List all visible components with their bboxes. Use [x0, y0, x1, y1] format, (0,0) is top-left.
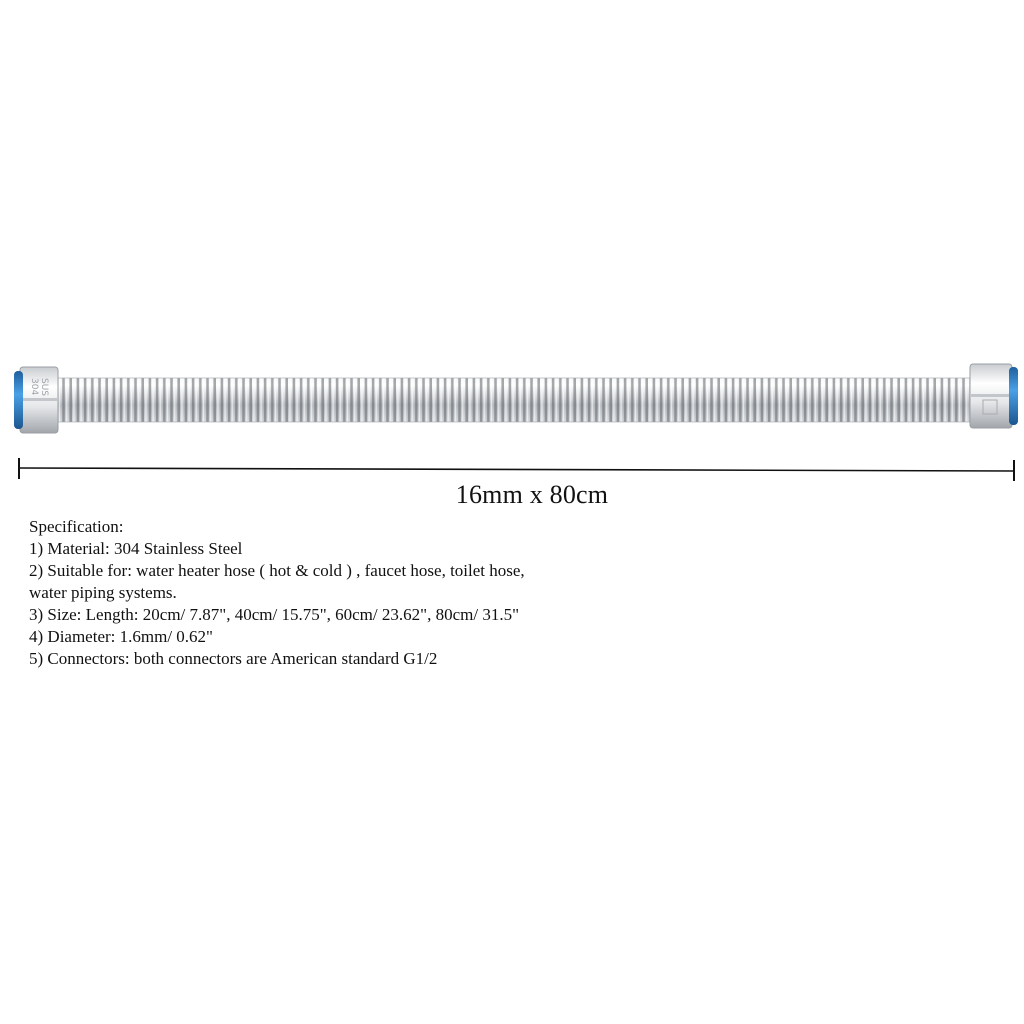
specification-heading: Specification:	[29, 517, 124, 536]
svg-text:304: 304	[29, 378, 39, 396]
spec-line-connectors: 5) Connectors: both connectors are American standard G1/2	[29, 649, 438, 668]
left-connector-nut	[20, 367, 58, 433]
braided-hose-illustration	[0, 350, 1024, 450]
dimension-label: 16mm x 80cm	[455, 480, 609, 509]
left-blue-washer	[14, 371, 23, 429]
svg-text:SUS: SUS	[39, 378, 49, 397]
specification-block	[29, 516, 729, 670]
corrugated-tube	[55, 378, 975, 422]
spec-line-suitable-for-continued: water piping systems.	[29, 583, 177, 602]
spec-line-material: 1) Material: 304 Stainless Steel	[29, 539, 243, 558]
right-connector-nut	[970, 364, 1012, 428]
spec-line-size: 3) Size: Length: 20cm/ 7.87", 40cm/ 15.75", 60cm/ 23.62", 80cm/ 31.5"	[29, 605, 520, 624]
spec-line-suitable-for: 2) Suitable for: water heater hose ( hot & cold ) , faucet hose, toilet hose,	[29, 561, 525, 580]
right-blue-washer	[1009, 367, 1018, 425]
spec-line-diameter: 4) Diameter: 1.6mm/ 0.62"	[29, 627, 213, 646]
